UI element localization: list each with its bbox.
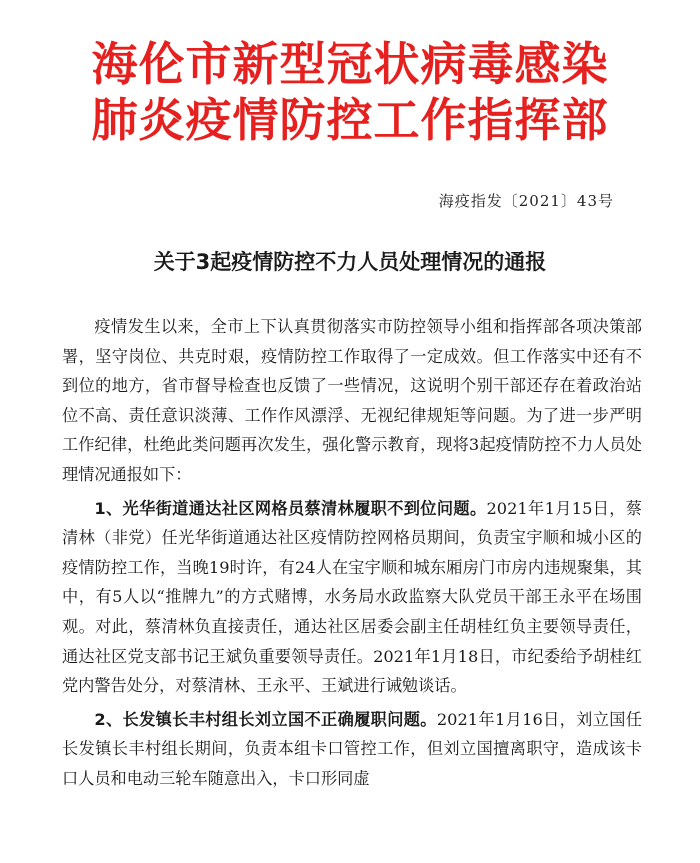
paragraph-lead: 2、长发镇长丰村组长刘立国不正确履职问题。 — [94, 709, 437, 729]
paragraph-text: 疫情发生以来，全市上下认真贯彻落实市防控领导小组和指挥部各项决策部署，坚守岗位、共克时艰，疫情防控工作取得了一定成效。但工作落实中还有不到位的地方，省市督导检查也反馈了一些情况，这说明个别干部还存在着政治站位不高、责任意识淡薄、工作作风漂浮、无视纪律规矩等问题。为了进一步严明工作纪律，杜绝此类问题再次发生，强化警示教育，现将3起疫情防控不力人员处理情况通报如下： — [62, 317, 642, 484]
issuer-header-line-1: 海伦市新型冠状病毒感染 — [91, 37, 609, 91]
paragraph-item-2 — [62, 705, 642, 794]
paragraph-text: 2021年1月16日，刘立国任长发镇长丰村组长期间，负责本组卡口管控工作，但刘立国擅离职守，造成该卡口人员和电动三轮车随意出入，卡口形同虚 — [62, 709, 643, 788]
issuer-header-line-2: 肺炎疫情防控工作指挥部 — [91, 93, 609, 147]
paragraph-intro — [62, 312, 642, 490]
document-body — [62, 312, 642, 794]
paragraph-lead: 1、光华街道通达社区网格员蔡清林履职不到位问题。 — [94, 498, 487, 518]
document-number: 海疫指发〔2021〕43号 — [438, 192, 614, 210]
document-title: 关于3起疫情防控不力人员处理情况的通报 — [153, 250, 547, 274]
issuer-header — [0, 36, 700, 148]
paragraph-item-1 — [62, 494, 642, 701]
paragraph-text: 2021年1月15日，蔡清林（非党）任光华街道通达社区疫情防控网格员期间，负责宝宇顺和城小区的疫情防控工作，当晚19时许，有24人在宝宇顺和城东厢房门市房内违规聚集，其中，有5人以“推牌九”的方式赌博，水务局水政监察大队党员干部王永平在场围观。对此，蔡清林负直接责任，通达社区居委会副主任胡桂红负主要领导责任，通达社区党支部书记王斌负重要领导责任。2021年1月18日，市纪委给予胡桂红党内警告处分，对蔡清林、王永平、王斌进行诫勉谈话。 — [62, 498, 642, 696]
